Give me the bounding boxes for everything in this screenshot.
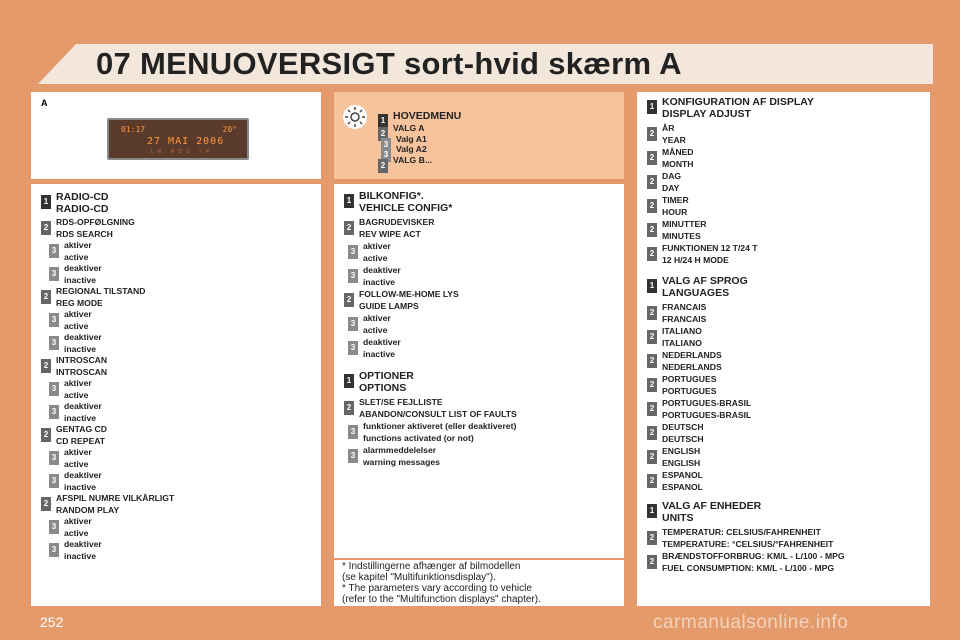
level-2-badge: 2 xyxy=(647,354,657,368)
level-3-badge: 3 xyxy=(348,425,358,439)
level-2-badge: 2 xyxy=(647,450,657,464)
menu-item-label: VALG AF SPROG LANGUAGES xyxy=(662,275,748,299)
menu-item-label: deaktiver inactive xyxy=(64,401,102,423)
level-1-badge: 1 xyxy=(647,279,657,293)
level-2-badge: 2 xyxy=(344,221,354,235)
menu-item-label: BILKONFIG*. VEHICLE CONFIG* xyxy=(359,190,453,214)
level-2-badge: 2 xyxy=(344,293,354,307)
level-2-badge: 2 xyxy=(647,555,657,569)
level-2-badge: 2 xyxy=(647,223,657,237)
level-3-badge: 3 xyxy=(49,451,59,465)
level-2-badge: 2 xyxy=(344,401,354,415)
footnote-line: (se kapitel "Multifunktionsdisplay"). xyxy=(342,572,496,583)
title-bar xyxy=(38,44,933,84)
level-2-badge: 2 xyxy=(647,330,657,344)
menu-item-label: KONFIGURATION AF DISPLAY DISPLAY ADJUST xyxy=(662,96,814,120)
menu-item-label: HOVEDMENU xyxy=(393,110,462,122)
footnote-line: * Indstillingerne afhænger af bilmodellen xyxy=(342,561,521,572)
level-3-badge: 3 xyxy=(49,474,59,488)
level-1-badge: 1 xyxy=(41,195,51,209)
menu-item-label: ITALIANO ITALIANO xyxy=(662,326,702,348)
menu-item-label: PORTUGUES PORTUGUES xyxy=(662,374,717,396)
menu-item-label: aktiver active xyxy=(363,241,391,263)
level-1-badge: 1 xyxy=(647,100,657,114)
footnote xyxy=(342,561,541,605)
level-3-badge: 3 xyxy=(49,543,59,557)
level-3-badge: 3 xyxy=(381,148,391,162)
menu-item-label: aktiver active xyxy=(64,516,92,538)
menu-item-label: RADIO-CD RADIO-CD xyxy=(56,191,109,215)
level-2-badge: 2 xyxy=(647,306,657,320)
menu-item-label: aktiver active xyxy=(363,313,391,335)
level-1-badge: 1 xyxy=(647,504,657,518)
menu-item-label: deaktiver inactive xyxy=(64,332,102,354)
display-date: 27 MAI 2006 xyxy=(147,136,225,147)
menu-item-label: TEMPERATUR: CELSIUS/FAHRENHEIT TEMPERATURE: °CELSIUS/°FAHRENHEIT xyxy=(662,527,834,549)
display-time: 01:17 xyxy=(121,125,146,134)
menu-item-label: GENTAG CD CD REPEAT xyxy=(56,424,107,446)
level-3-badge: 3 xyxy=(348,245,358,259)
level-2-badge: 2 xyxy=(647,175,657,189)
menu-item-label: MÅNED MONTH xyxy=(662,147,694,169)
level-2-badge: 2 xyxy=(41,428,51,442)
level-2-badge: 2 xyxy=(41,290,51,304)
menu-item-label: VALG B... xyxy=(393,154,432,165)
menu-item-label: ÅR YEAR xyxy=(662,123,686,145)
level-2-badge: 2 xyxy=(378,159,388,173)
menu-item-label: aktiver active xyxy=(64,447,92,469)
menu-item-label: DAG DAY xyxy=(662,171,682,193)
menu-item-label: AFSPIL NUMRE VILKÅRLIGT RANDOM PLAY xyxy=(56,493,175,515)
level-3-badge: 3 xyxy=(348,317,358,331)
menu-item-label: deaktiver inactive xyxy=(64,470,102,492)
level-2-badge: 2 xyxy=(41,359,51,373)
menu-item-label: FOLLOW-ME-HOME LYS GUIDE LAMPS xyxy=(359,289,459,311)
level-2-badge: 2 xyxy=(647,426,657,440)
menu-item-label: RDS-OPFØLGNING RDS SEARCH xyxy=(56,217,135,239)
sun-icon xyxy=(342,104,368,130)
menu-item-label: deaktiver inactive xyxy=(64,539,102,561)
menu-item-label: ENGLISH ENGLISH xyxy=(662,446,701,468)
menu-item-label: aktiver active xyxy=(64,378,92,400)
level-3-badge: 3 xyxy=(49,313,59,327)
level-1-badge: 1 xyxy=(344,374,354,388)
display-indicators: LR RDS TP xyxy=(151,149,214,155)
level-1-badge: 1 xyxy=(378,114,388,128)
page-title: 07 MENUOVERSIGT sort-hvid skærm A xyxy=(96,46,682,81)
footnote-line: * The parameters vary according to vehicle xyxy=(342,583,532,594)
level-3-badge: 3 xyxy=(348,341,358,355)
menu-item-label: deaktiver inactive xyxy=(64,263,102,285)
page-number: 252 xyxy=(40,614,64,630)
footnote-line: (refer to the "Multifunction displays" chapter). xyxy=(342,594,541,605)
menu-item-label: VALG AF ENHEDER UNITS xyxy=(662,500,762,524)
menu-item-label: TIMER HOUR xyxy=(662,195,689,217)
level-2-badge: 2 xyxy=(647,531,657,545)
menu-item-label: SLET/SE FEJLLISTE ABANDON/CONSULT LIST OF FAULTS xyxy=(359,397,517,419)
level-1-badge: 1 xyxy=(344,194,354,208)
level-2-badge: 2 xyxy=(647,402,657,416)
menu-item-label: Valg A2 xyxy=(396,144,427,154)
level-2-badge: 2 xyxy=(378,127,388,141)
level-2-badge: 2 xyxy=(41,497,51,511)
menu-item-label: aktiver active xyxy=(64,309,92,331)
level-2-badge: 2 xyxy=(41,221,51,235)
level-2-badge: 2 xyxy=(647,127,657,141)
menu-item-label: VALG A xyxy=(393,123,425,133)
level-2-badge: 2 xyxy=(647,378,657,392)
menu-item-label: FUNKTIONEN 12 T/24 T 12 H/24 H MODE xyxy=(662,243,758,265)
display-illustration xyxy=(107,118,249,160)
level-3-badge: 3 xyxy=(49,520,59,534)
menu-item-label: PORTUGUES-BRASIL PORTUGUES-BRASIL xyxy=(662,398,752,420)
menu-item-label: INTROSCAN INTROSCAN xyxy=(56,355,108,377)
level-3-badge: 3 xyxy=(348,449,358,463)
menu-item-label: funktioner aktiveret (eller deaktiveret) functions activated (or not) xyxy=(363,421,517,443)
menu-item-label: MINUTTER MINUTES xyxy=(662,219,707,241)
menu-item-label: REGIONAL TILSTAND REG MODE xyxy=(56,286,146,308)
menu-item-label: Valg A1 xyxy=(396,133,427,144)
menu-item-label: aktiver active xyxy=(64,240,92,262)
menu-item-label: BAGRUDEVISKER REV WIPE ACT xyxy=(359,217,435,239)
level-3-badge: 3 xyxy=(49,382,59,396)
menu-item-label: FRANCAIS FRANCAIS xyxy=(662,302,707,324)
level-2-badge: 2 xyxy=(647,474,657,488)
level-2-badge: 2 xyxy=(647,199,657,213)
menu-item-label: deaktiver inactive xyxy=(363,337,401,359)
menu-item-label: NEDERLANDS NEDERLANDS xyxy=(662,350,722,372)
menu-item-label: BRÆNDSTOFFORBRUG: KM/L - L/100 - MPG FUEL CONSUMPTION: KM/L - L/100 - MPG xyxy=(662,551,845,573)
level-3-badge: 3 xyxy=(381,138,391,152)
menu-item-label: ESPANOL ESPANOL xyxy=(662,470,703,492)
menu-item-label: DEUTSCH DEUTSCH xyxy=(662,422,704,444)
level-2-badge: 2 xyxy=(647,247,657,261)
display-temp: 20° xyxy=(222,125,237,134)
level-3-badge: 3 xyxy=(49,405,59,419)
menu-item-label: OPTIONER OPTIONS xyxy=(359,370,414,394)
level-2-badge: 2 xyxy=(647,151,657,165)
menu-item-label: alarmmeddelelser warning messages xyxy=(363,445,440,467)
level-3-badge: 3 xyxy=(348,269,358,283)
level-3-badge: 3 xyxy=(49,267,59,281)
level-3-badge: 3 xyxy=(49,244,59,258)
level-3-badge: 3 xyxy=(49,336,59,350)
menu-item-label: deaktiver inactive xyxy=(363,265,401,287)
panel-a-label: A xyxy=(41,98,48,108)
watermark: carmanualsonline.info xyxy=(653,612,849,633)
